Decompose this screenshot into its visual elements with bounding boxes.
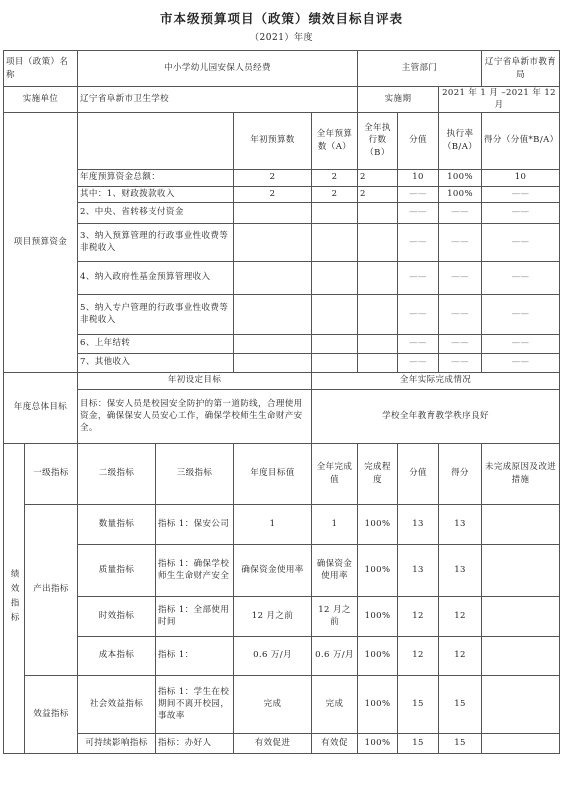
score-value-value: 10	[398, 169, 439, 186]
performance-section-label: 绩效指标	[4, 443, 25, 753]
level3-indicator: 指标 1：学生在校期间不离开校园，事故率	[156, 675, 234, 733]
level2-header: 二级指标	[78, 443, 156, 504]
indicator-row	[4, 733, 560, 753]
improvement-reason	[482, 596, 560, 636]
indicator-score: 12	[439, 596, 482, 636]
initial-budget-value	[234, 294, 312, 334]
indicator-score: 13	[439, 504, 482, 544]
dash-mark: ——	[398, 353, 439, 372]
budget-row-label: 其中：1、财政拨款收入	[78, 186, 234, 202]
initial-budget-header: 年初预算数	[234, 112, 312, 169]
full-year-budget-value: 2	[312, 169, 358, 186]
actual-goal-text: 学校全年教育教学秩序良好	[312, 389, 560, 443]
full-year-budget-value	[312, 261, 358, 294]
level3-indicator: 指标 1：确保学校师生生命财产安全	[156, 544, 234, 596]
dash-mark: ——	[482, 353, 560, 372]
dash-mark: ——	[439, 353, 482, 372]
indicator-row	[4, 504, 560, 544]
form-title: 市本级预算项目（政策）绩效目标自评表	[159, 11, 403, 26]
executed-value	[358, 223, 398, 261]
indicator-score: 13	[439, 544, 482, 596]
dash-mark: ——	[398, 294, 439, 334]
dash-mark: ——	[398, 186, 439, 202]
dash-mark: ——	[398, 334, 439, 353]
target-header: 年度目标值	[234, 443, 312, 504]
level1-indicator: 效益指标	[25, 675, 78, 753]
level1-header: 一级指标	[25, 443, 78, 504]
budget-row	[4, 353, 560, 372]
degree-header: 完成程度	[358, 443, 398, 504]
level3-indicator: 指标：办好人	[156, 733, 234, 753]
initial-budget-value	[234, 261, 312, 294]
executed-value	[358, 261, 398, 294]
indicator-score-value: 15	[398, 675, 439, 733]
budget-header-row	[4, 112, 560, 169]
actual-value: 有效促	[312, 733, 358, 753]
actual-value: 12 月之前	[312, 596, 358, 636]
level2-indicator: 社会效益指标	[78, 675, 156, 733]
dash-mark: ——	[439, 202, 482, 223]
initial-budget-value: 2	[234, 186, 312, 202]
level1-indicator: 产出指标	[25, 504, 78, 675]
completion-degree: 100%	[358, 544, 398, 596]
exec-rate-header: 执行率（B/A）	[439, 112, 482, 169]
full-year-budget-value	[312, 294, 358, 334]
full-year-budget-value	[312, 334, 358, 353]
reason-header: 未完成原因及改进措施	[482, 443, 560, 504]
level2-indicator: 质量指标	[78, 544, 156, 596]
indicator-score-value: 15	[398, 733, 439, 753]
budget-section-label: 项目预算资金	[4, 112, 78, 372]
executed-value	[358, 294, 398, 334]
dept-label: 主管部门	[358, 51, 482, 87]
level2-indicator: 可持续影响指标	[78, 733, 156, 753]
period-value: 2021 年 1 月 –2021 年 12 月	[439, 87, 560, 113]
budget-row-label: 4、纳入政府性基金预算管理收入	[78, 261, 234, 294]
level2-indicator: 成本指标	[78, 636, 156, 675]
completion-degree: 100%	[358, 504, 398, 544]
improvement-reason	[482, 504, 560, 544]
indicator-row	[4, 596, 560, 636]
budget-row	[4, 334, 560, 353]
goals-section-label: 年度总体目标	[4, 372, 78, 443]
project-name: 中小学幼儿园安保人员经费	[78, 51, 358, 87]
dash-mark: ——	[482, 202, 560, 223]
goals-header-row	[4, 372, 560, 389]
level3-header: 三级指标	[156, 443, 234, 504]
initial-budget-value	[234, 202, 312, 223]
indicator-row	[4, 544, 560, 596]
exec-rate-value: 100%	[439, 169, 482, 186]
budget-row	[4, 202, 560, 223]
actual-value: 0.6 万/月	[312, 636, 358, 675]
dash-mark: ——	[398, 202, 439, 223]
score-header: 得分	[439, 443, 482, 504]
dash-mark: ——	[439, 334, 482, 353]
dash-mark: ——	[482, 261, 560, 294]
dash-mark: ——	[482, 334, 560, 353]
indicator-score-value: 13	[398, 504, 439, 544]
level2-indicator: 数量指标	[78, 504, 156, 544]
executed-value: 2	[358, 186, 398, 202]
executed-header: 全年执行数（B）	[358, 112, 398, 169]
indicator-score-value: 13	[398, 544, 439, 596]
initial-budget-value	[234, 334, 312, 353]
budget-row-label: 5、纳入专户管理的行政事业性收费等非税收入	[78, 294, 234, 334]
indicator-score-value: 12	[398, 636, 439, 675]
actual-goal-header: 全年实际完成情况	[312, 372, 560, 389]
improvement-reason	[482, 675, 560, 733]
project-row	[4, 51, 560, 87]
target-value: 确保资金使用率	[234, 544, 312, 596]
budget-and-performance-table	[3, 50, 560, 754]
unit-label: 实施单位	[4, 87, 78, 113]
full-year-budget-value	[312, 202, 358, 223]
indicator-score-value: 12	[398, 596, 439, 636]
budget-row	[4, 169, 560, 186]
score-value: 10	[482, 169, 560, 186]
executed-value: 2	[358, 169, 398, 186]
target-value: 0.6 万/月	[234, 636, 312, 675]
budget-row	[4, 294, 560, 334]
dash-mark: ——	[398, 261, 439, 294]
full-year-budget-value	[312, 353, 358, 372]
budget-row-label: 7、其他收入	[78, 353, 234, 372]
full-year-budget-header: 全年预算数（A）	[312, 112, 358, 169]
planned-goal-text: 目标：保安人员是校园安全防护的第一道防线，合理使用资金，确保保安人员安心工作，确保学校师生生命财产安全。	[78, 389, 312, 443]
level3-indicator: 指标 1：保安公司	[156, 504, 234, 544]
dash-mark: ——	[482, 294, 560, 334]
unit-name: 辽宁省阜新市卫生学校	[78, 87, 358, 113]
dept-name: 辽宁省阜新市教育局	[482, 51, 560, 87]
goals-text-row	[4, 389, 560, 443]
unit-row	[4, 87, 560, 113]
completion-degree: 100%	[358, 733, 398, 753]
target-value: 完成	[234, 675, 312, 733]
completion-degree: 100%	[358, 596, 398, 636]
level3-indicator: 指标 1：全部使用时间	[156, 596, 234, 636]
planned-goal-header: 年初设定目标	[78, 372, 312, 389]
actual-value: 完成	[312, 675, 358, 733]
full-year-budget-value: 2	[312, 186, 358, 202]
initial-budget-value: 2	[234, 169, 312, 186]
executed-value	[358, 353, 398, 372]
performance-header-row	[4, 443, 560, 504]
dash-mark: ——	[398, 223, 439, 261]
improvement-reason	[482, 636, 560, 675]
initial-budget-value	[234, 223, 312, 261]
indicator-row	[4, 675, 560, 733]
dash-mark: ——	[439, 294, 482, 334]
actual-value: 确保资金使用率	[312, 544, 358, 596]
exec-rate-value: 100%	[439, 186, 482, 202]
dash-mark: ——	[439, 261, 482, 294]
completion-degree: 100%	[358, 675, 398, 733]
budget-row	[4, 186, 560, 202]
budget-row-label: 2、中央、省转移支付资金	[78, 202, 234, 223]
budget-row	[4, 223, 560, 261]
initial-budget-value	[234, 353, 312, 372]
level2-indicator: 时效指标	[78, 596, 156, 636]
indicator-score: 15	[439, 675, 482, 733]
indicator-score: 15	[439, 733, 482, 753]
target-value: 1	[234, 504, 312, 544]
level3-indicator: 指标 1：	[156, 636, 234, 675]
indicator-row	[4, 636, 560, 675]
target-value: 有效促进	[234, 733, 312, 753]
period-label: 实施期	[358, 87, 439, 113]
actual-header: 全年完成值	[312, 443, 358, 504]
executed-value	[358, 334, 398, 353]
improvement-reason	[482, 544, 560, 596]
budget-row-label: 6、上年结转	[78, 334, 234, 353]
dash-mark: ——	[482, 186, 560, 202]
executed-value	[358, 202, 398, 223]
budget-row	[4, 261, 560, 294]
dash-mark: ——	[439, 223, 482, 261]
indicator-score: 12	[439, 636, 482, 675]
budget-row-label: 年度预算资金总额：	[78, 169, 234, 186]
score-value-header: 分值	[398, 112, 439, 169]
budget-label-header	[78, 112, 234, 169]
score-header: 得分（分值*B/A）	[482, 112, 560, 169]
improvement-reason	[482, 733, 560, 753]
score-value-header: 分值	[398, 443, 439, 504]
form-year: （2021）年度	[250, 33, 313, 43]
budget-row-label: 3、纳入预算管理的行政事业性收费等非税收入	[78, 223, 234, 261]
actual-value: 1	[312, 504, 358, 544]
dash-mark: ——	[482, 223, 560, 261]
project-label: 项目（政策）名称	[4, 51, 78, 87]
completion-degree: 100%	[358, 636, 398, 675]
target-value: 12 月之前	[234, 596, 312, 636]
full-year-budget-value	[312, 223, 358, 261]
